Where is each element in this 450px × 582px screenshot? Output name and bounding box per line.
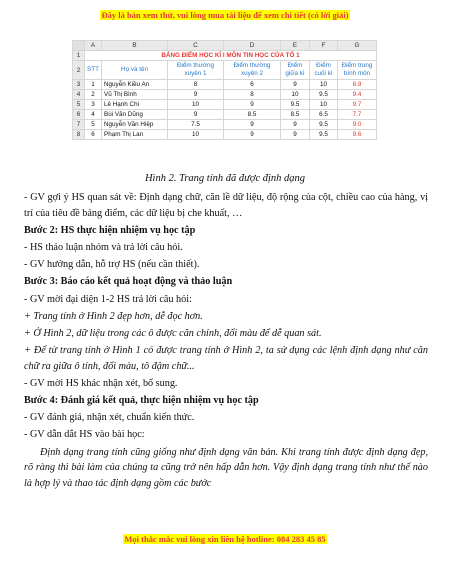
row-number[interactable]: 5 <box>73 100 85 110</box>
cell-final[interactable]: 10 <box>310 80 338 90</box>
hotline-banner <box>0 534 450 544</box>
corner-cell[interactable] <box>73 41 85 51</box>
cell-final[interactable]: 9.5 <box>310 90 338 100</box>
paragraph: - GV đánh giá, nhận xét, chuẩn kiến thức. <box>24 412 195 424</box>
cell-score-1[interactable]: 10 <box>168 100 224 110</box>
table-row <box>73 110 377 120</box>
step-heading: Bước 4: Đánh giá kết quả, thực hiện nhiệm vụ học tập <box>24 395 259 407</box>
cell-name[interactable]: Nguyễn Kiều An <box>102 80 168 90</box>
paragraph: - GV hướng dẫn, hỗ trợ HS (nếu cần thiết). <box>24 259 200 271</box>
sheet-header-row <box>73 61 377 80</box>
hotline-banner-text: Mọi thắc mắc vui lòng xin liên hệ hotline: 084 283 45 85 <box>124 534 326 544</box>
cell-name[interactable]: Phạm Thị Lan <box>102 130 168 140</box>
cell-midterm[interactable]: 9 <box>281 130 310 140</box>
sheet-title-row <box>73 51 377 61</box>
cell-name[interactable]: Bùi Văn Dũng <box>102 110 168 120</box>
row-number[interactable]: 8 <box>73 130 85 140</box>
table-row <box>73 130 377 140</box>
column-header-d[interactable]: D <box>224 41 281 51</box>
cell-average[interactable]: 9.7 <box>338 100 377 110</box>
spreadsheet <box>72 40 377 140</box>
cell-average[interactable]: 9.6 <box>338 130 377 140</box>
column-header-f[interactable]: F <box>310 41 338 51</box>
cell-average[interactable]: 8.9 <box>338 80 377 90</box>
cell-stt[interactable]: 5 <box>85 120 102 130</box>
row-number[interactable]: 3 <box>73 80 85 90</box>
preview-banner <box>0 10 450 20</box>
cell-final[interactable]: 6.5 <box>310 110 338 120</box>
cell-stt[interactable]: 2 <box>85 90 102 100</box>
cell-midterm[interactable]: 9 <box>281 80 310 90</box>
step-heading: Bước 2: HS thực hiện nhiệm vụ học tập <box>24 224 196 236</box>
header-score-2[interactable]: Điểm thường xuyên 2 <box>224 61 281 80</box>
cell-midterm[interactable]: 8.5 <box>281 110 310 120</box>
column-header-row <box>73 41 377 51</box>
cell-stt[interactable]: 6 <box>85 130 102 140</box>
header-name[interactable]: Họ và tên <box>102 61 168 80</box>
answer-item: + Để từ trang tính ở Hình 1 có được trang tính ở Hình 2, ta sử dụng các lệnh định dạng như căn chữ ra giữa ô tính, đổi màu, tô đậm chữ... <box>24 345 428 372</box>
cell-stt[interactable]: 3 <box>85 100 102 110</box>
intro-paragraph: Định dạng trang tính cũng giống như định dạng văn bản. Khi trang tính được định dạng đẹp, rõ ràng thì bài làm của chúng ta cũng trở nên hấp dẫn hơn. Vậy định dạng trang tính như thế nào là hợp lý và thao tác định dạng gồm các bước <box>24 446 428 489</box>
cell-score-2[interactable]: 9 <box>224 100 281 110</box>
paragraph: - GV gợi ý HS quan sát về: Định dạng chữ, căn lề dữ liệu, độ rộng của cột, chiều cao của hàng, vị trí của tiêu đề bảng điểm, các dữ liệu bị che khuất, … <box>24 192 428 219</box>
column-header-b[interactable]: B <box>102 41 168 51</box>
cell-score-1[interactable]: 10 <box>168 130 224 140</box>
figure-caption: Hình 2. Trang tính đã được định dạng <box>144 173 306 184</box>
column-header-g[interactable]: G <box>338 41 377 51</box>
row-number[interactable]: 6 <box>73 110 85 120</box>
cell-name[interactable]: Lê Hạnh Chi <box>102 100 168 110</box>
cell-score-1[interactable]: 7.5 <box>168 120 224 130</box>
cell-average[interactable]: 7.7 <box>338 110 377 120</box>
header-midterm[interactable]: Điểm giữa kì <box>281 61 310 80</box>
preview-banner-text: Đây là bản xem thử, vui lòng mua tài liệu để xem chi tiết (có lời giải) <box>101 10 349 20</box>
sheet-title[interactable]: BẢNG ĐIỂM HỌC KÌ I MÔN TIN HỌC CỦA TỔ 1 <box>85 51 377 61</box>
cell-score-2[interactable]: 9 <box>224 130 281 140</box>
row-number[interactable]: 7 <box>73 120 85 130</box>
cell-midterm[interactable]: 10 <box>281 90 310 100</box>
header-stt[interactable]: STT <box>85 61 102 80</box>
cell-score-1[interactable]: 9 <box>168 110 224 120</box>
cell-score-1[interactable]: 8 <box>168 80 224 90</box>
paragraph: - GV mời đại diện 1-2 HS trả lời câu hỏi: <box>24 293 192 305</box>
column-header-e[interactable]: E <box>281 41 310 51</box>
cell-final[interactable]: 10 <box>310 100 338 110</box>
cell-average[interactable]: 9.4 <box>338 90 377 100</box>
paragraph: - GV dẫn dắt HS vào bài học: <box>24 429 145 441</box>
cell-stt[interactable]: 4 <box>85 110 102 120</box>
row-number[interactable]: 4 <box>73 90 85 100</box>
cell-score-2[interactable]: 6 <box>224 80 281 90</box>
step-heading: Bước 3: Báo cáo kết quả hoạt động và thảo luận <box>24 276 233 288</box>
answer-item: + Ở Hình 2, dữ liệu trong các ô được căn chỉnh, đổi màu để dễ quan sát. <box>24 327 322 339</box>
cell-score-2[interactable]: 8.5 <box>224 110 281 120</box>
header-score-1[interactable]: Điểm thường xuyên 1 <box>168 61 224 80</box>
cell-name[interactable]: Nguyễn Văn Hiệp <box>102 120 168 130</box>
cell-final[interactable]: 9.5 <box>310 130 338 140</box>
paragraph: - GV mời HS khác nhận xét, bổ sung. <box>24 377 178 389</box>
header-final[interactable]: Điểm cuối kì <box>310 61 338 80</box>
header-average[interactable]: Điểm trung bình môn <box>338 61 377 80</box>
row-number[interactable]: 2 <box>73 61 85 80</box>
cell-midterm[interactable]: 9.5 <box>281 100 310 110</box>
cell-stt[interactable]: 1 <box>85 80 102 90</box>
table-row <box>73 100 377 110</box>
table-row <box>73 80 377 90</box>
table-row <box>73 120 377 130</box>
cell-score-2[interactable]: 9 <box>224 120 281 130</box>
lesson-content <box>24 190 428 493</box>
column-header-c[interactable]: C <box>168 41 224 51</box>
cell-score-2[interactable]: 8 <box>224 90 281 100</box>
column-header-a[interactable]: A <box>85 41 102 51</box>
cell-score-1[interactable]: 9 <box>168 90 224 100</box>
cell-name[interactable]: Vũ Thị Bình <box>102 90 168 100</box>
paragraph: - HS thảo luận nhóm và trả lời câu hỏi. <box>24 241 183 253</box>
answer-item: + Trang tính ở Hình 2 đẹp hơn, dễ đọc hơn. <box>24 310 203 322</box>
cell-final[interactable]: 9.5 <box>310 120 338 130</box>
row-number[interactable]: 1 <box>73 51 85 61</box>
table-row <box>73 90 377 100</box>
cell-average[interactable]: 9.0 <box>338 120 377 130</box>
cell-midterm[interactable]: 9 <box>281 120 310 130</box>
